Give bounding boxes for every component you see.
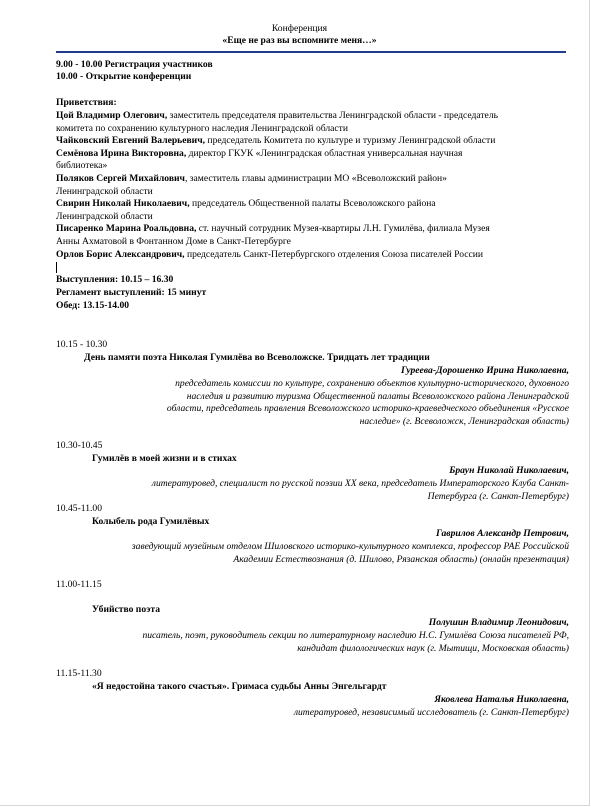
talk-speaker-bio: наследие» (г. Всеволожск, Ленинградская область) <box>359 415 569 427</box>
conference-title: «Еще не раз вы вспомните меня…» <box>222 35 377 46</box>
registration-line: 9.00 - 10.00 Регистрация участников <box>56 59 213 70</box>
talk-speaker-bio: области, председатель правления Всеволожского историко-краеведческого объединения «Русское <box>166 403 569 415</box>
talk-time: 11.15-11.30 <box>56 668 102 679</box>
conference-label: Конференция <box>271 23 328 34</box>
talk-title: День памяти поэта Николая Гумилёва во Всеволожске. Тридцать лет традиции <box>84 352 430 363</box>
greeting-role: , заместитель главы администрации МО «Всеволожский район» <box>184 173 447 184</box>
greeting-role: директор ГКУК «Ленинградская областная универсальная научная <box>186 147 463 159</box>
talk-speaker-bio: наследия и развитию туризма Общественной палаты Всеволожского района Ленинградской <box>186 390 569 402</box>
talk-speaker: Гаврилов Александр Петрович, <box>435 528 569 539</box>
talk-speaker: Гуреева-Дорошенко Ирина Николаевна, <box>400 365 569 376</box>
talk-speaker-bio: литературовед, специалист по русской поэзии XX века, председатель Императорского Клуба Санкт- <box>151 478 569 489</box>
greeting-name: Поляков Сергей Михайлович <box>56 173 185 184</box>
talk-title: Гумилёв в моей жизни и в стихах <box>92 453 237 464</box>
talk-speaker-bio: кандидат филологических наук (г. Мытищи, Московская область) <box>297 642 569 654</box>
greeting-role: ст. научный сотрудник Музея-квартиры Л.Н. Гумилёва, филиала Музея <box>196 223 490 235</box>
talk-time: 10.45-11.00 <box>56 503 103 514</box>
talk-title: «Я недостойна такого счастья». Гримаса судьбы Анны Энгельгардт <box>92 681 387 692</box>
greeting-line <box>56 198 569 211</box>
talk-time: 11.00-11.15 <box>56 579 102 590</box>
greeting-name: Чайковский Евгений Валерьевич, <box>56 135 206 147</box>
greeting-name: Семёнова Ирина Викторовна, <box>56 147 187 159</box>
talk-title: Колыбель рода Гумилёвых <box>92 516 210 527</box>
greeting-name: Свирин Николай Николаевич, <box>56 198 190 210</box>
talk-speaker-bio: Академии Естествознания (д. Шилово, Рязанская область) (онлайн презентация) <box>233 553 569 565</box>
talk-speaker: Полушин Владимир Леонидович, <box>428 617 569 628</box>
greeting-role: комитета по сохранению культурного наследия Ленинградской области <box>56 122 349 134</box>
greetings-heading: Приветствия: <box>56 97 117 108</box>
greeting-line <box>56 236 569 249</box>
greeting-line <box>56 123 569 136</box>
greeting-line <box>56 110 569 123</box>
greeting-line <box>56 186 569 199</box>
greeting-line <box>56 211 569 224</box>
greeting-role: Ленинградской области <box>56 210 153 222</box>
greeting-name: Цой Владимир Олегович, <box>56 110 168 121</box>
lunch-time: Обед: 13.15-14.00 <box>56 300 130 311</box>
talk-speaker-bio: заведующий музейным отделом Шиловского историко-культурного комплекса, профессор РАЕ Российской <box>131 541 569 552</box>
greeting-role: Ленинградской области <box>56 185 153 197</box>
greeting-line <box>56 148 569 161</box>
greeting-line <box>56 223 569 236</box>
talk-speaker: Яковлева Наталья Николаевна, <box>434 694 569 705</box>
title-rule <box>56 51 566 53</box>
talk-speaker-bio: литературовед, независимый исследователь (г. Санкт-Петербург) <box>293 707 569 718</box>
talk-speaker-bio: председатель комиссии по культуре, сохранению объектов культурно-исторического, духовного <box>175 378 569 389</box>
talk-speaker-bio: Петербурга (г. Санкт-Петербург) <box>427 490 569 502</box>
talks-rules: Регламент выступлений: 15 минут <box>56 287 207 298</box>
greeting-line <box>56 160 569 173</box>
greeting-line <box>56 173 569 186</box>
greeting-role: председатель Комитета по культуре и туризму Ленинградской области <box>205 135 496 147</box>
greeting-role: Анны Ахматовой в Фонтанном Доме в Санкт-Петербурге <box>56 236 291 247</box>
greeting-name: Орлов Борис Александрович, <box>56 248 185 260</box>
talk-time: 10.15 - 10.30 <box>56 339 108 350</box>
talk-title: Убийство поэта <box>92 604 161 615</box>
talk-time: 10.30-10.45 <box>56 440 103 451</box>
greeting-line <box>56 135 569 148</box>
talk-speaker-bio: писатель, поэт, руководитель секции по литературному наследию Н.С. Гумилёва Союза писателей РФ, <box>142 630 569 641</box>
greeting-role: заместитель председателя правительства Ленинградской области - председатель <box>167 110 498 121</box>
greeting-line <box>56 249 569 262</box>
opening-line: 10.00 - Открытие конференции <box>56 71 192 82</box>
greeting-name: Писаренко Марина Роальдовна, <box>56 223 197 235</box>
greeting-role: библиотека» <box>56 160 108 172</box>
greeting-role: председатель Общественной палаты Всеволожского района <box>189 198 436 210</box>
text-cursor <box>56 262 57 273</box>
talk-speaker: Браун Николай Николаевич, <box>449 465 569 476</box>
greeting-role: председатель Санкт-Петербургского отделения Союза писателей России <box>184 248 484 260</box>
talks-time: Выступления: 10.15 – 16.30 <box>56 274 174 285</box>
